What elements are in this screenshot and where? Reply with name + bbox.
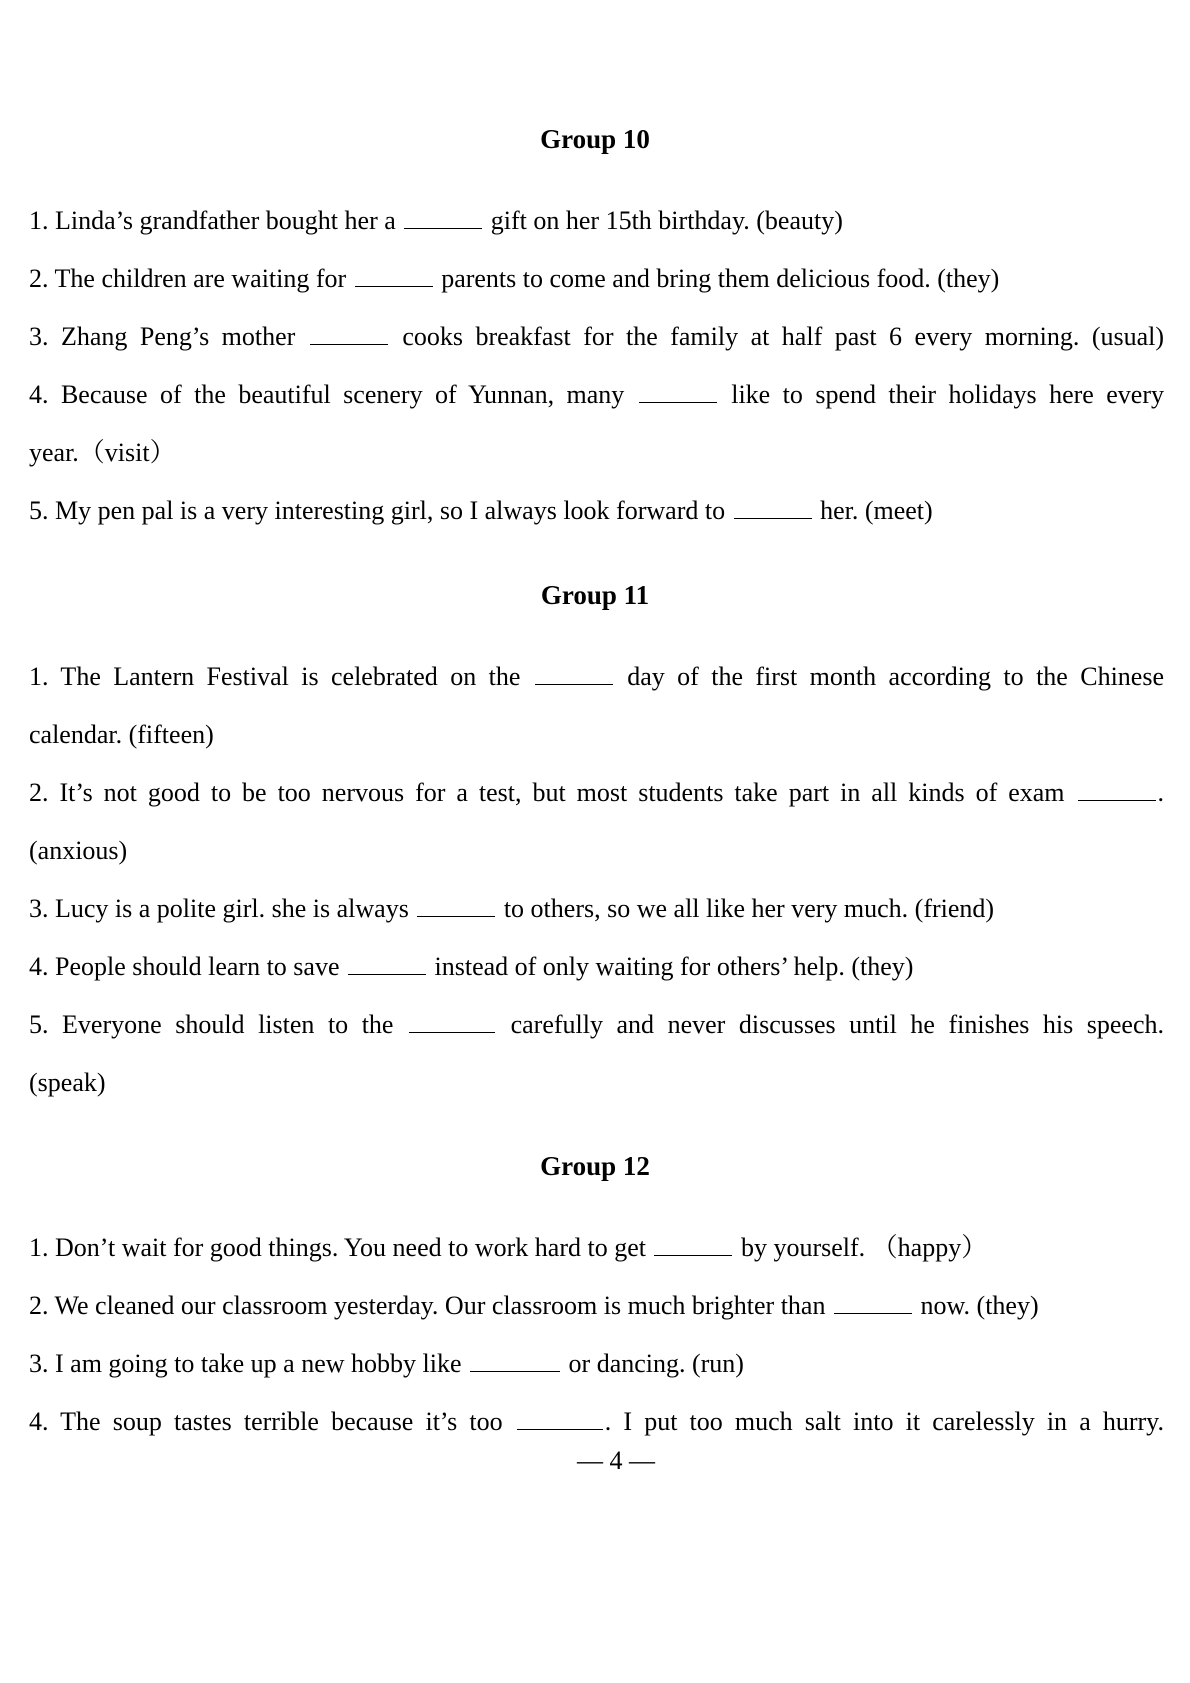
answer-blank[interactable] bbox=[409, 1010, 495, 1033]
answer-blank[interactable] bbox=[834, 1291, 912, 1314]
exercise-line: 2. The children are waiting for parents to come and bring them delicious food. (they) bbox=[29, 264, 1000, 293]
exercise-line: 5. My pen pal is a very interesting girl, so I always look forward to her. (meet) bbox=[29, 496, 933, 525]
exercise-line: 2. It’s not good to be too nervous for a test, but most students take part in all kinds of exam . bbox=[29, 778, 1165, 807]
exercise-line: 5. Everyone should listen to the carefully and never discusses until he finishes his speech. bbox=[29, 1010, 1165, 1039]
exercise-line: 2. We cleaned our classroom yesterday. Our classroom is much brighter than now. (they) bbox=[29, 1291, 1039, 1320]
exercise-line: 3. Lucy is a polite girl. she is always to others, so we all like her very much. (friend) bbox=[29, 894, 995, 923]
answer-blank[interactable] bbox=[1078, 778, 1156, 801]
answer-blank[interactable] bbox=[470, 1349, 560, 1372]
answer-blank[interactable] bbox=[417, 894, 495, 917]
exercise-line: 4. People should learn to save instead of only waiting for others’ help. (they) bbox=[29, 952, 914, 981]
exercise-line-continuation: (anxious) bbox=[29, 836, 128, 865]
answer-blank[interactable] bbox=[355, 264, 433, 287]
group-title: Group 10 bbox=[540, 124, 650, 154]
answer-blank[interactable] bbox=[517, 1407, 603, 1430]
exercise-line-continuation: (speak) bbox=[29, 1068, 106, 1097]
exercise-line: 4. The soup tastes terrible because it’s too . I put too much salt into it carelessly in a hurry. bbox=[29, 1407, 1164, 1436]
answer-blank[interactable] bbox=[654, 1233, 732, 1256]
answer-blank[interactable] bbox=[404, 206, 482, 229]
exercise-line: 3. I am going to take up a new hobby like or dancing. (run) bbox=[29, 1349, 744, 1378]
exercise-line: 4. Because of the beautiful scenery of Yunnan, many like to spend their holidays here every bbox=[29, 380, 1164, 409]
exercise-line: 1. The Lantern Festival is celebrated on the day of the first month according to the Chinese bbox=[29, 662, 1164, 691]
answer-blank[interactable] bbox=[639, 380, 717, 403]
exercise-line: 1. Don’t wait for good things. You need to work hard to get by yourself. （happy） bbox=[29, 1233, 988, 1262]
answer-blank[interactable] bbox=[734, 496, 812, 519]
exercise-line-continuation: calendar. (fifteen) bbox=[29, 720, 214, 749]
answer-blank[interactable] bbox=[310, 322, 388, 345]
exercise-line-continuation: year.（visit） bbox=[29, 438, 176, 467]
exercise-line: 1. Linda’s grandfather bought her a gift on her 15th birthday. (beauty) bbox=[29, 206, 843, 235]
page-number: — 4 — bbox=[577, 1446, 655, 1475]
answer-blank[interactable] bbox=[348, 952, 426, 975]
group-title: Group 12 bbox=[540, 1151, 650, 1181]
group-title: Group 11 bbox=[540, 580, 650, 610]
answer-blank[interactable] bbox=[535, 662, 613, 685]
exercise-line: 3. Zhang Peng’s mother cooks breakfast for the family at half past 6 every morning. (usual) bbox=[29, 322, 1165, 351]
